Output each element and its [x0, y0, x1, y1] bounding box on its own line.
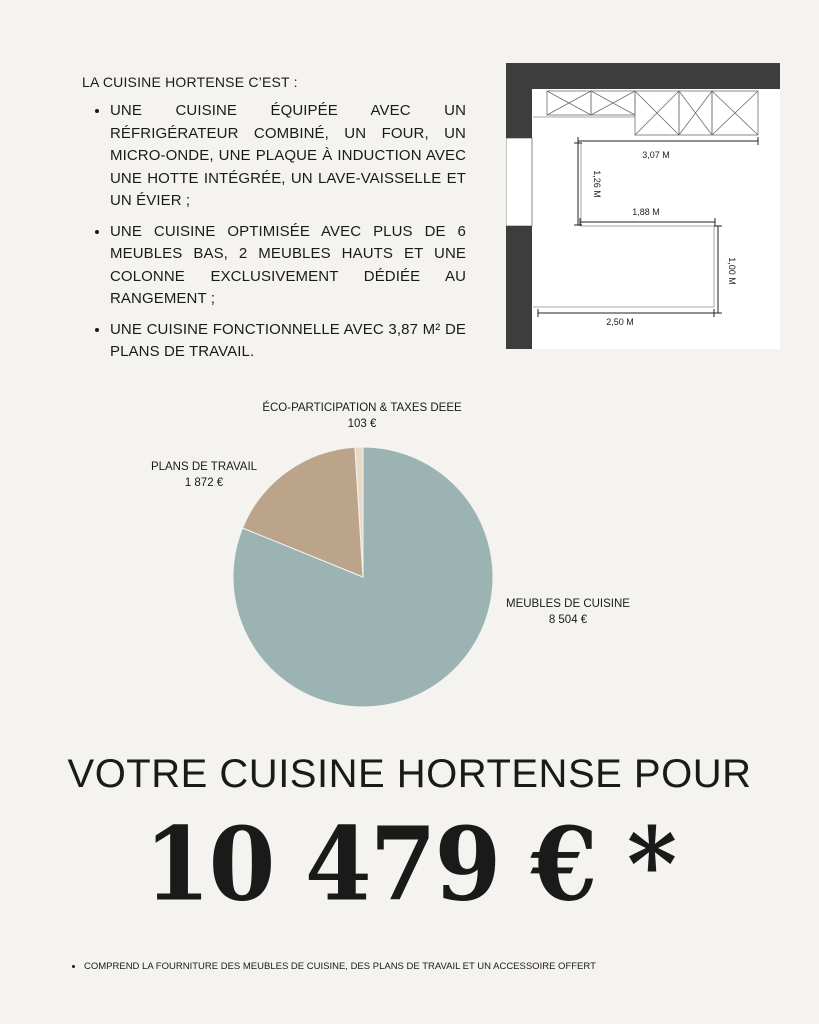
dim-label-right: 1,00 M [727, 257, 737, 285]
slice-label-worktop-value: 1 872 € [184, 477, 224, 489]
dim-label-middle: 1,88 M [632, 207, 660, 217]
slice-label-cabinets-name: MEUBLES DE CUISINE [506, 598, 630, 610]
total-price: 10 479 € * [143, 805, 676, 924]
cost-breakdown-chart [0, 380, 819, 720]
plan-wall-left-upper [506, 89, 532, 138]
headline: VOTRE CUISINE HORTENSE POUR [67, 752, 752, 796]
slice-label-eco-value: 103 € [347, 418, 377, 430]
kitchen-floor-plan [506, 63, 780, 349]
plan-wall-top [506, 63, 780, 89]
footnote [72, 961, 596, 972]
slice-label-worktop-name: PLANS DE TRAVAIL [150, 461, 258, 473]
slice-label-eco [247, 400, 477, 432]
feature-worktop: • UNE CUISINE FONCTIONNELLE AVEC 3,87 M² DE PLANS DE TRAVAIL. [110, 319, 466, 364]
slice-label-cabinets-value: 8 504 € [548, 614, 588, 626]
dim-label-left: 1,26 M [592, 170, 602, 198]
dim-label-bottom: 2,50 M [606, 317, 634, 327]
feature-list [82, 100, 466, 364]
intro-title: LA CUISINE HORTENSE C’EST : [82, 74, 298, 90]
slice-label-cabinets [503, 596, 633, 628]
dim-label-top: 3,07 M [642, 150, 670, 160]
intro-block [82, 74, 466, 372]
plan-wall-left-lower [506, 226, 532, 349]
plan-window [506, 138, 532, 226]
slice-label-worktop [143, 459, 265, 491]
footnote-text: • COMPREND LA FOURNITURE DES MEUBLES DE CUISINE, DES PLANS DE TRAVAIL ET UN ACCESSOIRE OFFERT [84, 961, 596, 972]
feature-equipment: • UNE CUISINE ÉQUIPÉE AVEC UN RÉFRIGÉRATEUR COMBINÉ, UN FOUR, UN MICRO-ONDE, UNE PLAQUE À INDUCTION AVEC UNE HOTTE INTÉGRÉE, UN LAVE-VAISSELLE ET UN ÉVIER ; [110, 100, 466, 213]
feature-storage: • UNE CUISINE OPTIMISÉE AVEC PLUS DE 6 MEUBLES BAS, 2 MEUBLES HAUTS ET UNE COLONNE EXCLUSIVEMENT DÉDIÉE AU RANGEMENT ; [110, 221, 466, 311]
slice-label-eco-name: ÉCO-PARTICIPATION & TAXES DEEE [262, 402, 462, 414]
